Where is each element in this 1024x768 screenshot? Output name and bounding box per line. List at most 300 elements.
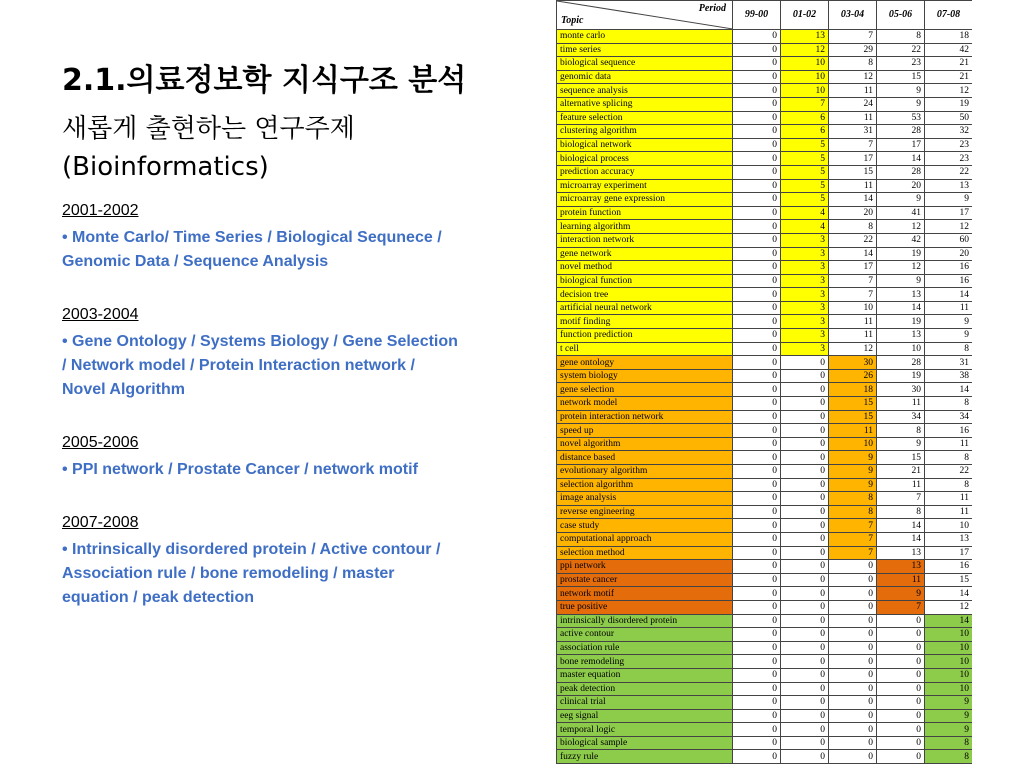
value-cell: 15 [925,573,973,587]
table-row [557,125,973,139]
value-cell: 38 [925,369,973,383]
value-cell: 7 [829,30,877,44]
value-cell: 0 [829,560,877,574]
value-cell: 0 [733,288,781,302]
value-cell: 5 [781,165,829,179]
table-row [557,220,973,234]
value-cell: 19 [877,315,925,329]
value-cell: 0 [733,736,781,750]
value-cell: 12 [829,70,877,84]
value-cell: 4 [781,220,829,234]
value-cell: 7 [829,546,877,560]
table-row [557,342,973,356]
value-cell: 15 [829,165,877,179]
value-cell: 3 [781,342,829,356]
value-cell: 42 [925,43,973,57]
value-cell: 0 [781,356,829,370]
table-row [557,614,973,628]
topic-cell: protein interaction network [557,410,733,424]
table-row [557,138,973,152]
topic-cell: fuzzy rule [557,750,733,764]
value-cell: 0 [877,723,925,737]
topic-cell: clinical trial [557,696,733,710]
value-cell: 0 [829,641,877,655]
topic-cell: evolutionary algorithm [557,465,733,479]
value-cell: 8 [829,57,877,71]
topic-cell: peak detection [557,682,733,696]
value-cell: 8 [829,505,877,519]
value-cell: 7 [829,519,877,533]
topic-cell: selection algorithm [557,478,733,492]
value-cell: 0 [733,233,781,247]
value-cell: 0 [781,587,829,601]
value-cell: 11 [925,492,973,506]
value-cell: 18 [925,30,973,44]
value-cell: 0 [781,546,829,560]
value-cell: 0 [733,220,781,234]
topic-cell: selection method [557,546,733,560]
topic-cell: system biology [557,369,733,383]
value-cell: 14 [877,532,925,546]
value-cell: 10 [925,628,973,642]
value-cell: 0 [781,437,829,451]
topics-text: Intrinsically disordered protein / Active contour / Association rule / bone remodeling / master equation / peak detection [62,541,441,606]
value-cell: 10 [925,641,973,655]
topic-frequency-table [556,0,972,764]
topic-cell: prediction accuracy [557,165,733,179]
value-cell: 0 [733,546,781,560]
topic-cell: interaction network [557,233,733,247]
value-cell: 17 [829,261,877,275]
value-cell: 10 [781,70,829,84]
topic-cell: bone remodeling [557,655,733,669]
topic-cell: novel method [557,261,733,275]
value-cell: 0 [733,709,781,723]
table-row [557,560,973,574]
value-cell: 7 [877,600,925,614]
value-cell: 10 [925,655,973,669]
value-cell: 7 [829,138,877,152]
value-cell: 9 [925,329,973,343]
value-cell: 0 [733,179,781,193]
topic-cell: feature selection [557,111,733,125]
value-cell: 0 [781,505,829,519]
value-cell: 16 [925,560,973,574]
value-cell: 0 [781,560,829,574]
value-cell: 0 [733,560,781,574]
value-cell: 3 [781,274,829,288]
value-cell: 0 [829,750,877,764]
topic-cell: function prediction [557,329,733,343]
value-cell: 0 [733,682,781,696]
value-cell: 0 [733,125,781,139]
period-header: Period [698,3,726,14]
value-cell: 11 [829,179,877,193]
column-header: 07-08 [925,1,973,30]
period-section [62,514,502,610]
value-cell: 22 [877,43,925,57]
value-cell: 0 [781,641,829,655]
corner-header-cell [557,1,733,30]
value-cell: 15 [877,70,925,84]
table-row [557,165,973,179]
table-row [557,410,973,424]
value-cell: 30 [877,383,925,397]
value-cell: 11 [877,573,925,587]
value-cell: 7 [781,97,829,111]
value-cell: 15 [829,410,877,424]
table-row [557,641,973,655]
value-cell: 10 [781,84,829,98]
value-cell: 14 [829,247,877,261]
value-cell: 10 [925,682,973,696]
value-cell: 0 [877,736,925,750]
value-cell: 3 [781,247,829,261]
value-cell: 50 [925,111,973,125]
value-cell: 8 [925,736,973,750]
value-cell: 9 [829,451,877,465]
table-row [557,465,973,479]
value-cell: 12 [877,261,925,275]
value-cell: 32 [925,125,973,139]
value-cell: 0 [781,614,829,628]
topic-cell: speed up [557,424,733,438]
slide-text-panel [62,62,502,642]
value-cell: 19 [877,247,925,261]
topic-cell: image analysis [557,492,733,506]
value-cell: 0 [733,600,781,614]
value-cell: 10 [829,437,877,451]
value-cell: 12 [781,43,829,57]
value-cell: 0 [781,410,829,424]
value-cell: 3 [781,329,829,343]
topic-cell: prostate cancer [557,573,733,587]
bullet-icon: • [62,541,73,558]
value-cell: 0 [733,356,781,370]
value-cell: 20 [925,247,973,261]
table-row [557,247,973,261]
value-cell: 10 [925,519,973,533]
table-row [557,424,973,438]
topic-cell: microarray gene expression [557,193,733,207]
value-cell: 11 [877,478,925,492]
table-row [557,532,973,546]
value-cell: 14 [925,587,973,601]
topic-cell: artificial neural network [557,301,733,315]
table-row [557,655,973,669]
value-cell: 7 [829,532,877,546]
topic-cell: biological function [557,274,733,288]
value-cell: 9 [925,696,973,710]
value-cell: 0 [733,397,781,411]
value-cell: 34 [877,410,925,424]
value-cell: 0 [781,723,829,737]
value-cell: 11 [925,505,973,519]
value-cell: 0 [733,750,781,764]
value-cell: 0 [877,614,925,628]
topic-cell: case study [557,519,733,533]
topic-cell: ppi network [557,560,733,574]
value-cell: 9 [925,709,973,723]
value-cell: 3 [781,288,829,302]
table-row [557,369,973,383]
table-row [557,70,973,84]
value-cell: 8 [829,220,877,234]
value-cell: 3 [781,301,829,315]
value-cell: 0 [733,532,781,546]
period-section [62,202,502,274]
value-cell: 28 [877,165,925,179]
topic-cell: association rule [557,641,733,655]
table-row [557,301,973,315]
value-cell: 0 [781,519,829,533]
table-row [557,383,973,397]
topic-cell: decision tree [557,288,733,302]
value-cell: 0 [877,655,925,669]
value-cell: 0 [733,84,781,98]
period-sections [62,202,502,610]
value-cell: 0 [781,709,829,723]
value-cell: 13 [877,546,925,560]
value-cell: 0 [733,138,781,152]
value-cell: 53 [877,111,925,125]
topic-cell: alternative splicing [557,97,733,111]
value-cell: 9 [925,315,973,329]
slide-title: 2.1.의료정보학 지식구조 분석 [62,63,467,98]
value-cell: 0 [733,43,781,57]
value-cell: 0 [733,655,781,669]
value-cell: 0 [781,383,829,397]
value-cell: 0 [877,709,925,723]
value-cell: 21 [925,57,973,71]
value-cell: 9 [877,437,925,451]
value-cell: 16 [925,424,973,438]
value-cell: 20 [877,179,925,193]
value-cell: 11 [829,111,877,125]
bullet-icon: • [62,461,73,478]
value-cell: 0 [733,424,781,438]
value-cell: 29 [829,43,877,57]
value-cell: 19 [925,97,973,111]
value-cell: 0 [877,628,925,642]
value-cell: 0 [733,614,781,628]
value-cell: 0 [733,247,781,261]
value-cell: 10 [877,342,925,356]
value-cell: 0 [733,152,781,166]
value-cell: 0 [733,492,781,506]
value-cell: 14 [925,383,973,397]
period-section [62,306,502,402]
value-cell: 0 [829,600,877,614]
topic-cell: intrinsically disordered protein [557,614,733,628]
topic-cell: gene ontology [557,356,733,370]
topics-text: Monte Carlo/ Time Series / Biological Sequnece / Genomic Data / Sequence Analysis [62,229,442,270]
value-cell: 0 [781,628,829,642]
value-cell: 0 [733,519,781,533]
table-row [557,30,973,44]
table-row [557,736,973,750]
table-row [557,397,973,411]
value-cell: 0 [733,70,781,84]
topics-text: Gene Ontology / Systems Biology / Gene Selection / Network model / Protein Interaction network / Novel Algorithm [62,333,458,398]
topic-cell: monte carlo [557,30,733,44]
value-cell: 9 [925,723,973,737]
value-cell: 0 [733,342,781,356]
table-row [557,437,973,451]
topic-cell: clustering algorithm [557,125,733,139]
table-row [557,356,973,370]
value-cell: 13 [877,560,925,574]
table-row [557,97,973,111]
value-cell: 12 [829,342,877,356]
value-cell: 19 [877,369,925,383]
topic-cell: temporal logic [557,723,733,737]
value-cell: 9 [877,97,925,111]
value-cell: 5 [781,193,829,207]
value-cell: 0 [829,587,877,601]
value-cell: 3 [781,233,829,247]
value-cell: 14 [877,301,925,315]
value-cell: 3 [781,315,829,329]
value-cell: 8 [877,30,925,44]
value-cell: 0 [733,206,781,220]
value-cell: 0 [733,451,781,465]
value-cell: 0 [733,465,781,479]
value-cell: 0 [781,655,829,669]
table-body [557,30,973,764]
value-cell: 0 [733,723,781,737]
topic-cell: biological network [557,138,733,152]
value-cell: 0 [877,668,925,682]
value-cell: 0 [781,424,829,438]
topic-cell: genomic data [557,70,733,84]
value-cell: 30 [829,356,877,370]
table-row [557,193,973,207]
topic-cell: reverse engineering [557,505,733,519]
value-cell: 0 [733,329,781,343]
topic-cell: sequence analysis [557,84,733,98]
value-cell: 0 [733,261,781,275]
topic-cell: protein function [557,206,733,220]
value-cell: 0 [733,641,781,655]
table-row [557,519,973,533]
table-row [557,682,973,696]
value-cell: 12 [925,220,973,234]
value-cell: 31 [925,356,973,370]
topic-cell: microarray experiment [557,179,733,193]
table-row [557,179,973,193]
value-cell: 21 [925,70,973,84]
column-header: 03-04 [829,1,877,30]
value-cell: 0 [733,505,781,519]
value-cell: 0 [781,397,829,411]
value-cell: 0 [781,682,829,696]
value-cell: 15 [877,451,925,465]
topic-cell: network motif [557,587,733,601]
table-row [557,57,973,71]
value-cell: 11 [925,437,973,451]
value-cell: 9 [877,274,925,288]
table-row [557,315,973,329]
table-row [557,152,973,166]
table-row [557,478,973,492]
value-cell: 8 [925,342,973,356]
table-row [557,750,973,764]
value-cell: 0 [829,682,877,696]
table-row [557,288,973,302]
value-cell: 16 [925,261,973,275]
value-cell: 0 [733,628,781,642]
value-cell: 0 [781,532,829,546]
value-cell: 0 [733,696,781,710]
value-cell: 0 [829,736,877,750]
value-cell: 0 [781,478,829,492]
value-cell: 0 [829,709,877,723]
period-label: 2001-2002 [62,202,139,219]
value-cell: 0 [781,573,829,587]
period-topics [62,538,462,610]
value-cell: 22 [829,233,877,247]
value-cell: 22 [925,165,973,179]
value-cell: 13 [781,30,829,44]
value-cell: 0 [733,478,781,492]
topic-cell: master equation [557,668,733,682]
value-cell: 0 [733,573,781,587]
value-cell: 0 [733,193,781,207]
value-cell: 0 [733,274,781,288]
value-cell: 0 [877,696,925,710]
topic-cell: time series [557,43,733,57]
topic-cell: biological sample [557,736,733,750]
value-cell: 8 [829,492,877,506]
value-cell: 42 [877,233,925,247]
value-cell: 13 [925,532,973,546]
table-row [557,451,973,465]
value-cell: 16 [925,274,973,288]
value-cell: 0 [781,668,829,682]
slide-subtitle: 새롭게 출현하는 연구주제 [62,114,355,144]
value-cell: 14 [925,288,973,302]
value-cell: 5 [781,138,829,152]
table-row [557,274,973,288]
value-cell: 28 [877,125,925,139]
value-cell: 0 [733,97,781,111]
table-row [557,43,973,57]
value-cell: 0 [829,573,877,587]
table-row [557,668,973,682]
column-header: 05-06 [877,1,925,30]
value-cell: 13 [877,288,925,302]
value-cell: 9 [829,465,877,479]
value-cell: 11 [829,424,877,438]
table-row [557,709,973,723]
value-cell: 0 [733,410,781,424]
table-row [557,546,973,560]
value-cell: 0 [733,165,781,179]
column-header: 01-02 [781,1,829,30]
value-cell: 0 [781,369,829,383]
topic-cell: motif finding [557,315,733,329]
value-cell: 0 [733,668,781,682]
value-cell: 8 [925,397,973,411]
value-cell: 7 [877,492,925,506]
table-row [557,84,973,98]
topic-cell: learning algorithm [557,220,733,234]
value-cell: 6 [781,111,829,125]
value-cell: 0 [733,587,781,601]
value-cell: 17 [829,152,877,166]
value-cell: 9 [829,478,877,492]
